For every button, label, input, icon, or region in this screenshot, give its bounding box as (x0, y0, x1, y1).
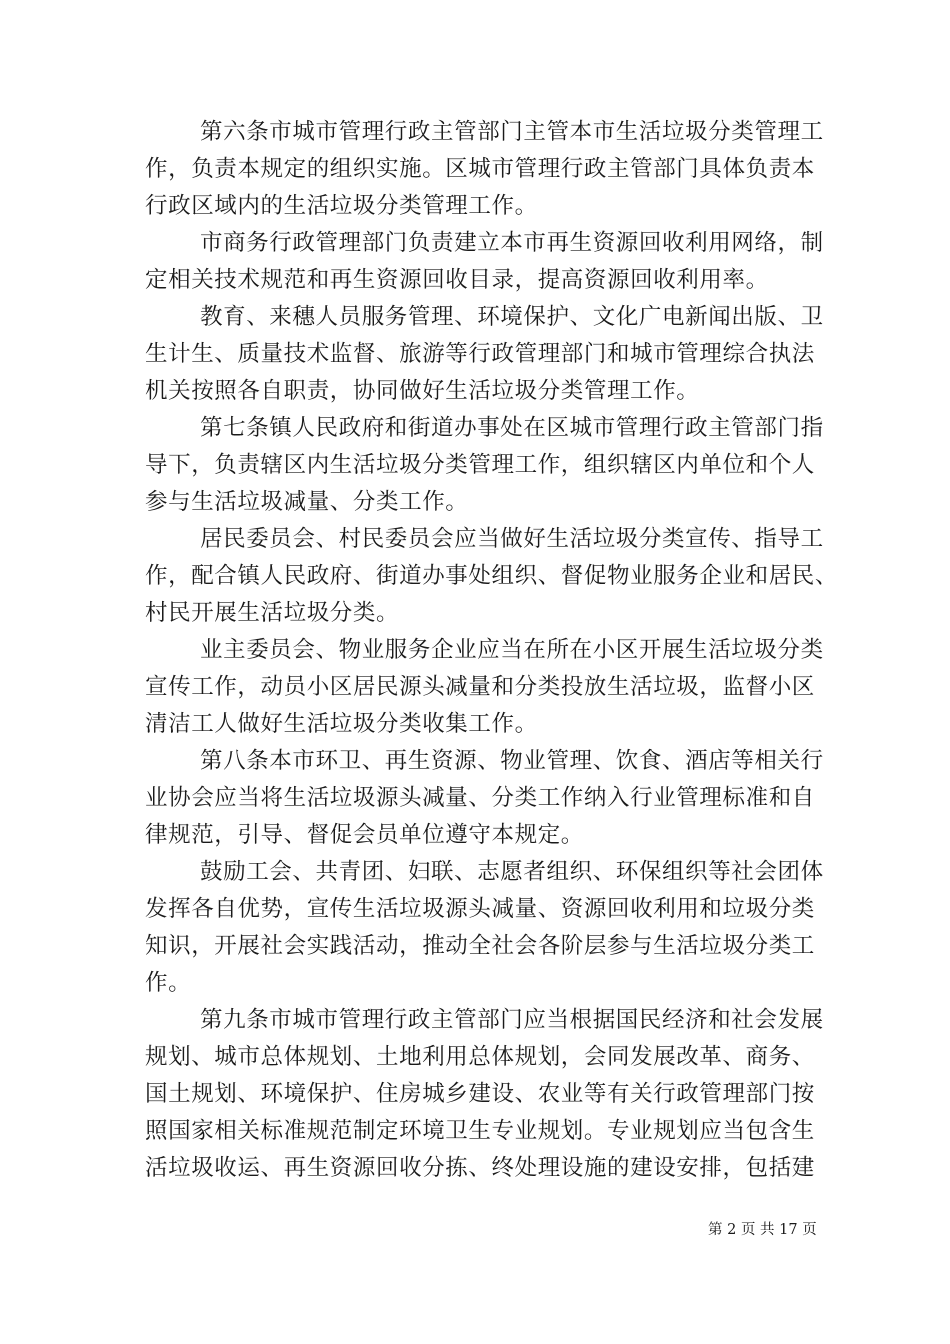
text-line: 发挥各自优势，宣传生活垃圾源头减量、资源回收利用和垃圾分类 (145, 896, 815, 922)
text-line: 业协会应当将生活垃圾源头减量、分类工作纳入行业管理标准和自 (145, 785, 815, 811)
text-line: 市商务行政管理部门负责建立本市再生资源回收利用网络，制 (200, 230, 824, 256)
text-line: 导下，负责辖区内生活垃圾分类管理工作，组织辖区内单位和个人 (145, 452, 815, 478)
text-line: 照国家相关标准规范制定环境卫生专业规划。专业规划应当包含生 (145, 1118, 815, 1144)
text-line: 作，负责本规定的组织实施。区城市管理行政主管部门具体负责本 (145, 156, 815, 182)
text-line: 参与生活垃圾减量、分类工作。 (145, 489, 469, 515)
text-line: 行政区域内的生活垃圾分类管理工作。 (145, 193, 538, 219)
text-line: 居民委员会、村民委员会应当做好生活垃圾分类宣传、指导工 (200, 526, 824, 552)
page-number: 第 2 页 共 17 页 (708, 1222, 817, 1238)
text-line: 规划、城市总体规划、土地利用总体规划，会同发展改革、商务、 (145, 1044, 815, 1070)
text-line: 活垃圾收运、再生资源回收分拣、终处理设施的建设安排，包括建 (145, 1155, 815, 1181)
text-line: 第八条本市环卫、再生资源、物业管理、饮食、酒店等相关行 (200, 748, 824, 774)
text-line: 作，配合镇人民政府、街道办事处组织、督促物业服务企业和居民、 (145, 563, 839, 589)
text-line: 生计生、质量技术监督、旅游等行政管理部门和城市管理综合执法 (145, 341, 815, 367)
text-line: 教育、来穗人员服务管理、环境保护、文化广电新闻出版、卫 (200, 304, 824, 330)
text-line: 鼓励工会、共青团、妇联、志愿者组织、环保组织等社会团体 (200, 859, 824, 885)
text-line: 作。 (145, 970, 192, 996)
text-line: 定相关技术规范和再生资源回收目录，提高资源回收利用率。 (145, 267, 769, 293)
text-line: 律规范，引导、督促会员单位遵守本规定。 (145, 822, 584, 848)
text-line: 第九条市城市管理行政主管部门应当根据国民经济和社会发展 (200, 1007, 824, 1033)
text-line: 清洁工人做好生活垃圾分类收集工作。 (145, 711, 538, 737)
text-line: 机关按照各自职责，协同做好生活垃圾分类管理工作。 (145, 378, 700, 404)
text-line: 知识，开展社会实践活动，推动全社会各阶层参与生活垃圾分类工 (145, 933, 815, 959)
text-line: 国土规划、环境保护、住房城乡建设、农业等有关行政管理部门按 (145, 1081, 815, 1107)
text-line: 村民开展生活垃圾分类。 (145, 600, 400, 626)
text-line: 业主委员会、物业服务企业应当在所在小区开展生活垃圾分类 (200, 637, 824, 663)
text-line: 宣传工作，动员小区居民源头减量和分类投放生活垃圾，监督小区 (145, 674, 815, 700)
text-line: 第六条市城市管理行政主管部门主管本市生活垃圾分类管理工 (200, 119, 824, 145)
text-line: 第七条镇人民政府和街道办事处在区城市管理行政主管部门指 (200, 415, 824, 441)
